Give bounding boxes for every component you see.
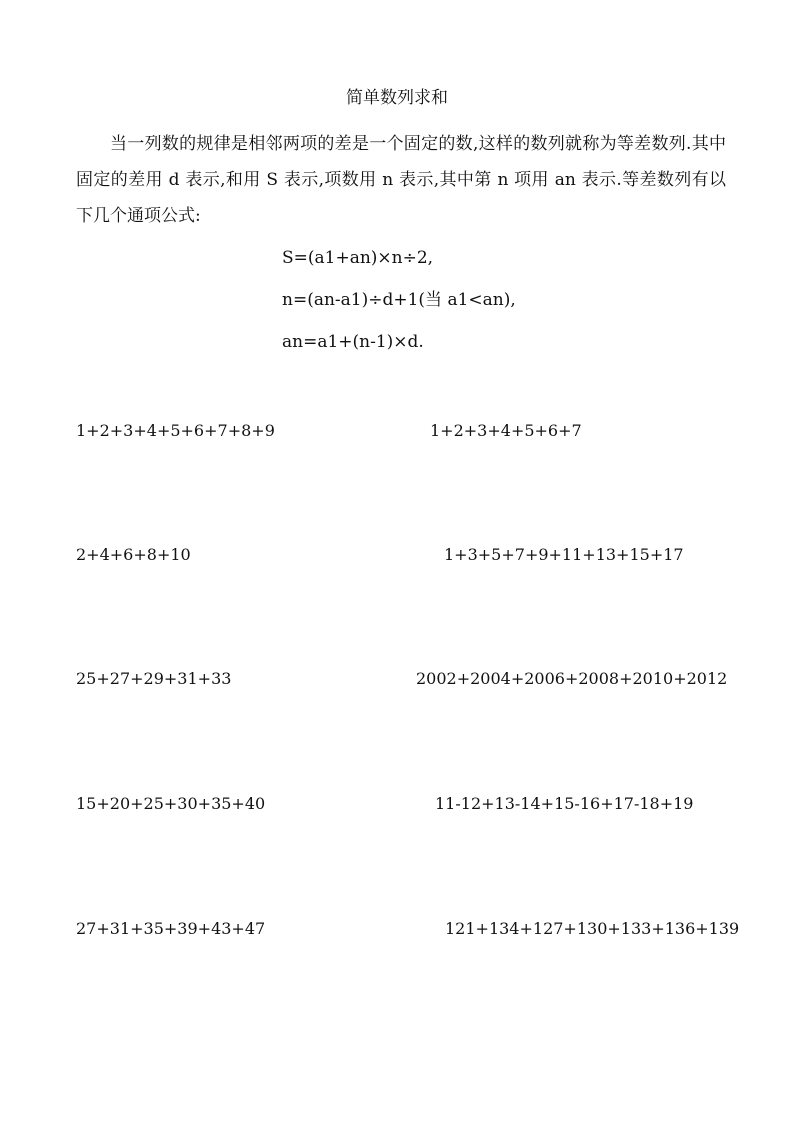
intro-paragraph: 当一列数的规律是相邻两项的差是一个固定的数,这样的数列就称为等差数列.其中固定的差用 d 表示,和用 S 表示,项数用 n 表示,其中第 n 项用 an 表示.等差数列有以下几个通项公式: (76, 134, 726, 226)
problem-5-right: 121+134+127+130+133+136+139 (445, 919, 740, 938)
problem-4-right: 11-12+13-14+15-16+17-18+19 (435, 794, 694, 813)
formula-nth-term: an=a1+(n-1)×d. (282, 332, 424, 352)
problem-2-right: 1+3+5+7+9+11+13+15+17 (444, 545, 684, 564)
problem-2-left: 2+4+6+8+10 (76, 545, 191, 564)
problem-5-left: 27+31+35+39+43+47 (76, 919, 266, 938)
formula-count: n=(an-a1)÷d+1(当 a1<an), (282, 290, 516, 310)
problem-1-left: 1+2+3+4+5+6+7+8+9 (76, 421, 275, 440)
problem-4-left: 15+20+25+30+35+40 (76, 794, 266, 813)
page-title: 简单数列求和 (346, 88, 448, 108)
problem-3-right: 2002+2004+2006+2008+2010+2012 (416, 669, 728, 688)
problem-1-right: 1+2+3+4+5+6+7 (430, 421, 582, 440)
problem-3-left: 25+27+29+31+33 (76, 669, 232, 688)
formula-sum: S=(a1+an)×n÷2, (282, 248, 434, 268)
